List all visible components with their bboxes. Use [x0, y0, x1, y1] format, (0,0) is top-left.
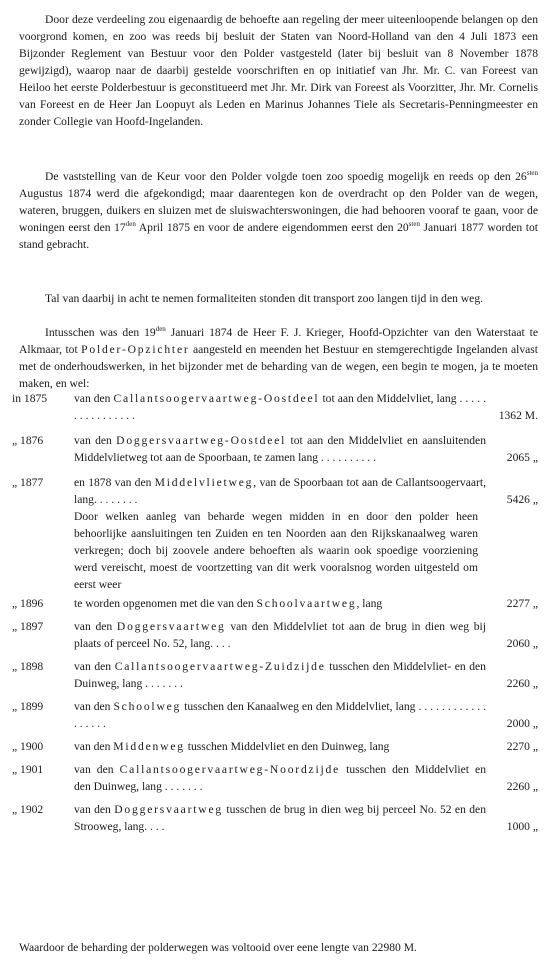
total-length-sentence: Waardoor de beharding der polderwegen was voltooid over eene lengte van 22980 M. — [19, 940, 417, 954]
p2-text-d: Januari 1877 worden tot stand gebracht. — [19, 221, 538, 251]
road-name: Callantsoogervaartweg-Noordzijde — [119, 763, 341, 776]
list-item — [12, 658, 538, 692]
p2-sup-2: den — [125, 220, 136, 229]
item-text: van den Callantsoogervaartweg-Zuidzijde tusschen den Middelvliet- en den Duinweg, lang . . . . . . . — [74, 660, 486, 690]
paragraph-opzichter — [19, 324, 538, 392]
item-amount: 2060 „ — [506, 637, 538, 650]
road-name: Schoolvaartweg — [256, 597, 357, 610]
item-year: „ 1901 — [12, 763, 44, 776]
list-item — [12, 698, 538, 732]
item-text: te worden opgenomen met die van den Schoolvaartweg, lang — [74, 597, 383, 610]
list-item — [12, 474, 538, 508]
p2-sup-1: sten — [526, 169, 538, 178]
item-amount: 2000 „ — [506, 717, 538, 730]
p4-role: Polder-Opzichter — [81, 343, 190, 356]
list-note: Door welken aanleg van beharde wegen midden in en door den polder heen behoorlijke aansluitingen ten Zuiden en ten Noorden aan den Rijkskanaalweg waren verkregen; doch bij zoovele andere behoeften als waarin ook spoedige voorziening werd vereischt, moest de voortzetting van dit werk vooralsnog worden uitgesteld om eerst weer — [74, 510, 478, 591]
item-year: „ 1898 — [12, 660, 44, 673]
list-item — [12, 432, 538, 466]
item-year: „ 1896 — [12, 597, 44, 610]
road-name: Doggersvaartweg-Oostdeel — [116, 434, 287, 447]
p2-text-c: April 1875 en voor de andere eigendommen eerst den 20 — [135, 221, 409, 234]
road-name: Middenweg — [113, 740, 185, 753]
item-amount: 2270 „ — [506, 740, 538, 753]
p2-text-b: Augustus 1874 werd die afgekondigd; maar daarentegen kon de overdracht op den Polder van de wegen, wateren, bruggen, duikers en sluizen met de sluiswachterswoningen, die had behooren vooraf te gaan, voor de woningen eerst den 17 — [19, 187, 538, 234]
item-year: „ 1897 — [12, 620, 44, 633]
item-text: en 1878 van den Middelvlietweg, van de Spoorbaan tot aan de Callantsoogervaart, lang. . . . . . . . — [74, 476, 486, 506]
paragraph-regulation: Door deze verdeeling zou eigenaardig de behoefte aan regeling der meer uiteenloopende belangen op den voorgrond komen, en zoo was reeds bij besluit der Staten van Noord-Holland van den 4 Juli 1873 een Bijzonder Reglement van Bestuur voor den Polder vastgesteld (later bij besluit van 8 November 1878 gewijzigd), waarop naar de daarbij gestelde voorschriften en op initiatief van Jhr. Mr. C. van Foreest van Heiloo het eerste Polderbestuur is geconstitueerd met Jhr. Mr. Dirk van Foreest als Voorzitter, Jhr. Mr. Cornelis van Foreest en de Heer Jan Loopuyt als Leden en Marinus Johannes Tiele als Secretaris-Penningmeester en zonder Collegie van Hoofd-Ingelanden. — [19, 13, 538, 128]
p2-text-a: De vaststelling van de Keur voor den Polder volgde toen zoo spoedig mogelijk en reeds op den 26 — [45, 170, 527, 183]
road-name: Callantsoogervaartweg-Zuidzijde — [114, 660, 326, 673]
list-item — [12, 761, 538, 795]
road-name: Callantsoogervaartweg-Oostdeel — [113, 392, 320, 405]
list-item — [12, 595, 538, 612]
road-list — [12, 390, 538, 835]
list-item — [12, 618, 538, 652]
paragraph-formalities: Tal van daarbij in acht te nemen formaliteiten stonden dit transport zoo langen tijd in den weg. — [45, 292, 484, 305]
item-text: van den Middenweg tusschen Middelvliet en den Duinweg, lang — [74, 740, 390, 753]
list-item — [12, 801, 538, 835]
p4-text-a: Intusschen was den 19 — [45, 326, 156, 339]
item-text: van den Schoolweg tusschen den Kanaalweg en den Middelvliet, lang . . . . . . . . . . . . . . . . . . — [74, 700, 486, 730]
item-amount: 5426 „ — [506, 493, 538, 506]
item-year: „ 1902 — [12, 803, 44, 816]
p4-sup: den — [155, 325, 166, 334]
item-amount: 1362 M. — [498, 409, 538, 422]
item-amount: 2065 „ — [506, 451, 538, 464]
item-amount: 1000 „ — [506, 820, 538, 833]
item-amount: 2260 „ — [506, 677, 538, 690]
item-text: van den Doggersvaartweg tusschen de brug in dien weg bij perceel No. 52 en den Strooweg, lang. . . . — [74, 803, 486, 833]
list-item — [12, 390, 538, 424]
item-year: „ 1876 — [12, 434, 44, 447]
road-name: Middelvlietweg — [154, 476, 254, 489]
road-name: Doggersvaartweg — [116, 620, 226, 633]
list-item — [12, 738, 538, 755]
item-year: in 1875 — [12, 392, 48, 405]
road-name: Schoolweg — [113, 700, 182, 713]
paragraph-keur — [19, 168, 538, 253]
item-amount: 2277 „ — [506, 597, 538, 610]
item-text: van den Doggersvaartweg-Oostdeel tot aan den Middelvliet en aansluitenden Middelvlietweg tot aan de Spoorbaan, te zamen lang . . . . . . . . . . — [74, 434, 486, 464]
item-year: „ 1899 — [12, 700, 44, 713]
road-name: Doggersvaartweg — [114, 803, 224, 816]
item-text: van den Callantsoogervaartweg-Oostdeel tot aan den Middelvliet, lang . . . . . . . . . . . . . . . . — [74, 392, 487, 422]
item-year: „ 1900 — [12, 740, 44, 753]
item-text: van den Doggersvaartweg van den Middelvliet tot aan de brug in dien weg bij plaats of perceel No. 52, lang. . . . — [74, 620, 487, 650]
item-year: „ 1877 — [12, 476, 44, 489]
item-amount: 2260 „ — [506, 780, 538, 793]
p2-sup-3: sten — [408, 220, 420, 229]
item-text: van den Callantsoogervaartweg-Noordzijde tusschen den Middelvliet en den Duinweg, lang . . . . . . . — [74, 763, 486, 793]
p4-text-b: Januari 1874 de Heer F. J. Krieger, Hoofd-Opzichter van den Waterstaat te Alkmaar, tot — [19, 326, 538, 356]
p4-text-d: aangesteld en meenden het Bestuur en stemgerechtigde Ingelanden alvast met de onderhoudswerken, in het bijzonder met de beharding van de wegen, een begin te mogen, ja te moeten maken, en wel: — [19, 343, 539, 390]
